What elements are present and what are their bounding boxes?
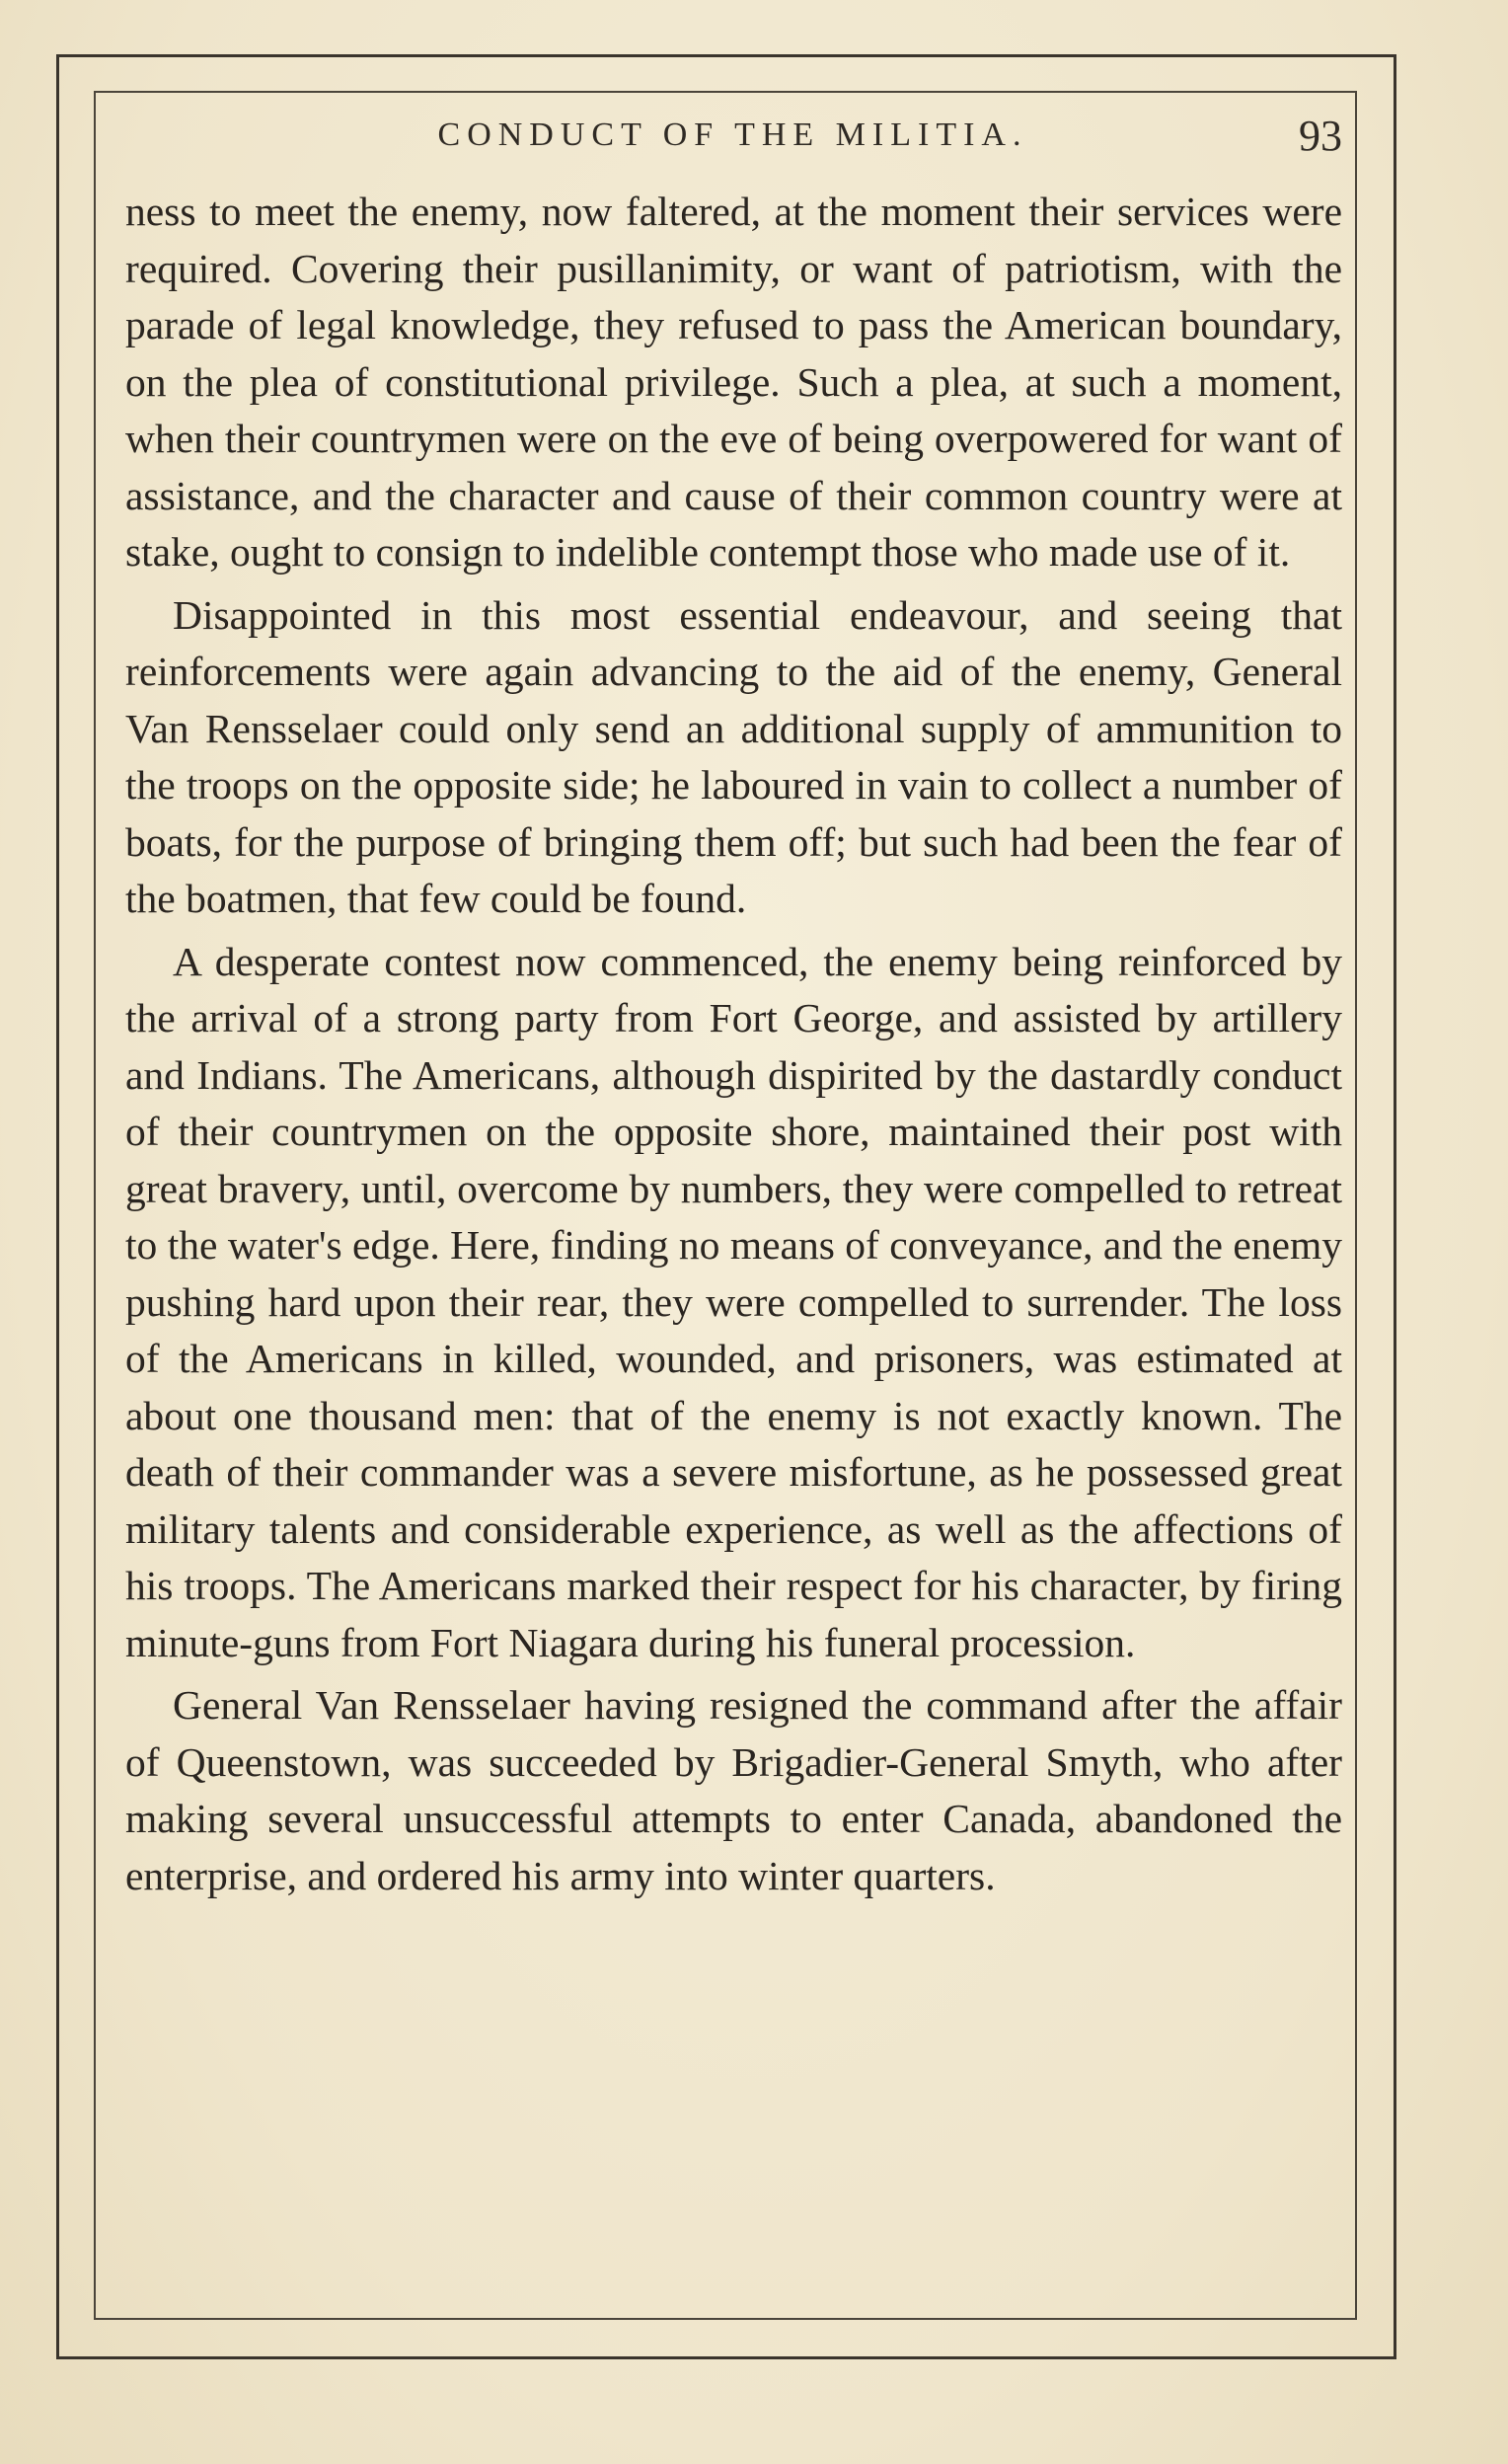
paragraph-2: Disappointed in this most essential endeavour, and seeing that reinforcements were again advancing to the aid of the enemy, General Van Rensselaer could only send an additional supply of ammunition to the troops on the opposite side; he laboured in vain to collect a number of boats, for the purpose of bringing them off; but such had been the fear of the boatmen, that few could be found. xyxy=(125,591,1342,921)
page-number: 93 xyxy=(1299,112,1342,160)
page-header xyxy=(123,109,1342,168)
paragraph-1: ness to meet the enemy, now faltered, at the moment their services were required. Covering their pusillanimity, or want of patriotism, with the parade of legal knowledge, they refused to pass the American boundary, on the plea of constitutional privilege. Such a plea, at such a moment, when their countrymen were on the eve of being overpowered for want of assistance, and the character and cause of their common country were at stake, ought to consign to indelible contempt those who made use of it. xyxy=(125,189,1342,575)
running-head: CONDUCT OF THE MILITIA. xyxy=(437,116,1028,153)
body-text xyxy=(125,184,1342,1910)
paragraph-3: A desperate contest now commenced, the enemy being reinforced by the arrival of a strong party from Fort George, and assisted by artillery and Indians. The Americans, although dispirited by the dastardly conduct of their countrymen on the opposite shore, maintained their post with great bravery, until, overcome by numbers, they were compelled to retreat to the water's edge. Here, finding no means of conveyance, and the enemy pushing hard upon their rear, they were compelled to surrender. The loss of the Americans in killed, wounded, and prisoners, was estimated at about one thousand men: that of the enemy is not exactly known. The death of their commander was a severe misfortune, as he possessed great military talents and considerable experience, as well as the affections of his troops. The Americans marked their respect for his character, by firing minute-guns from Fort Niagara during his funeral procession. xyxy=(125,938,1342,1665)
paragraph-4: General Van Rensselaer having resigned the command after the affair of Queenstown, was succeeded by Brigadier-General Smyth, who after making several unsuccessful attempts to enter Canada, abandoned the enterprise, and ordered his army into winter quarters. xyxy=(125,1682,1342,1898)
